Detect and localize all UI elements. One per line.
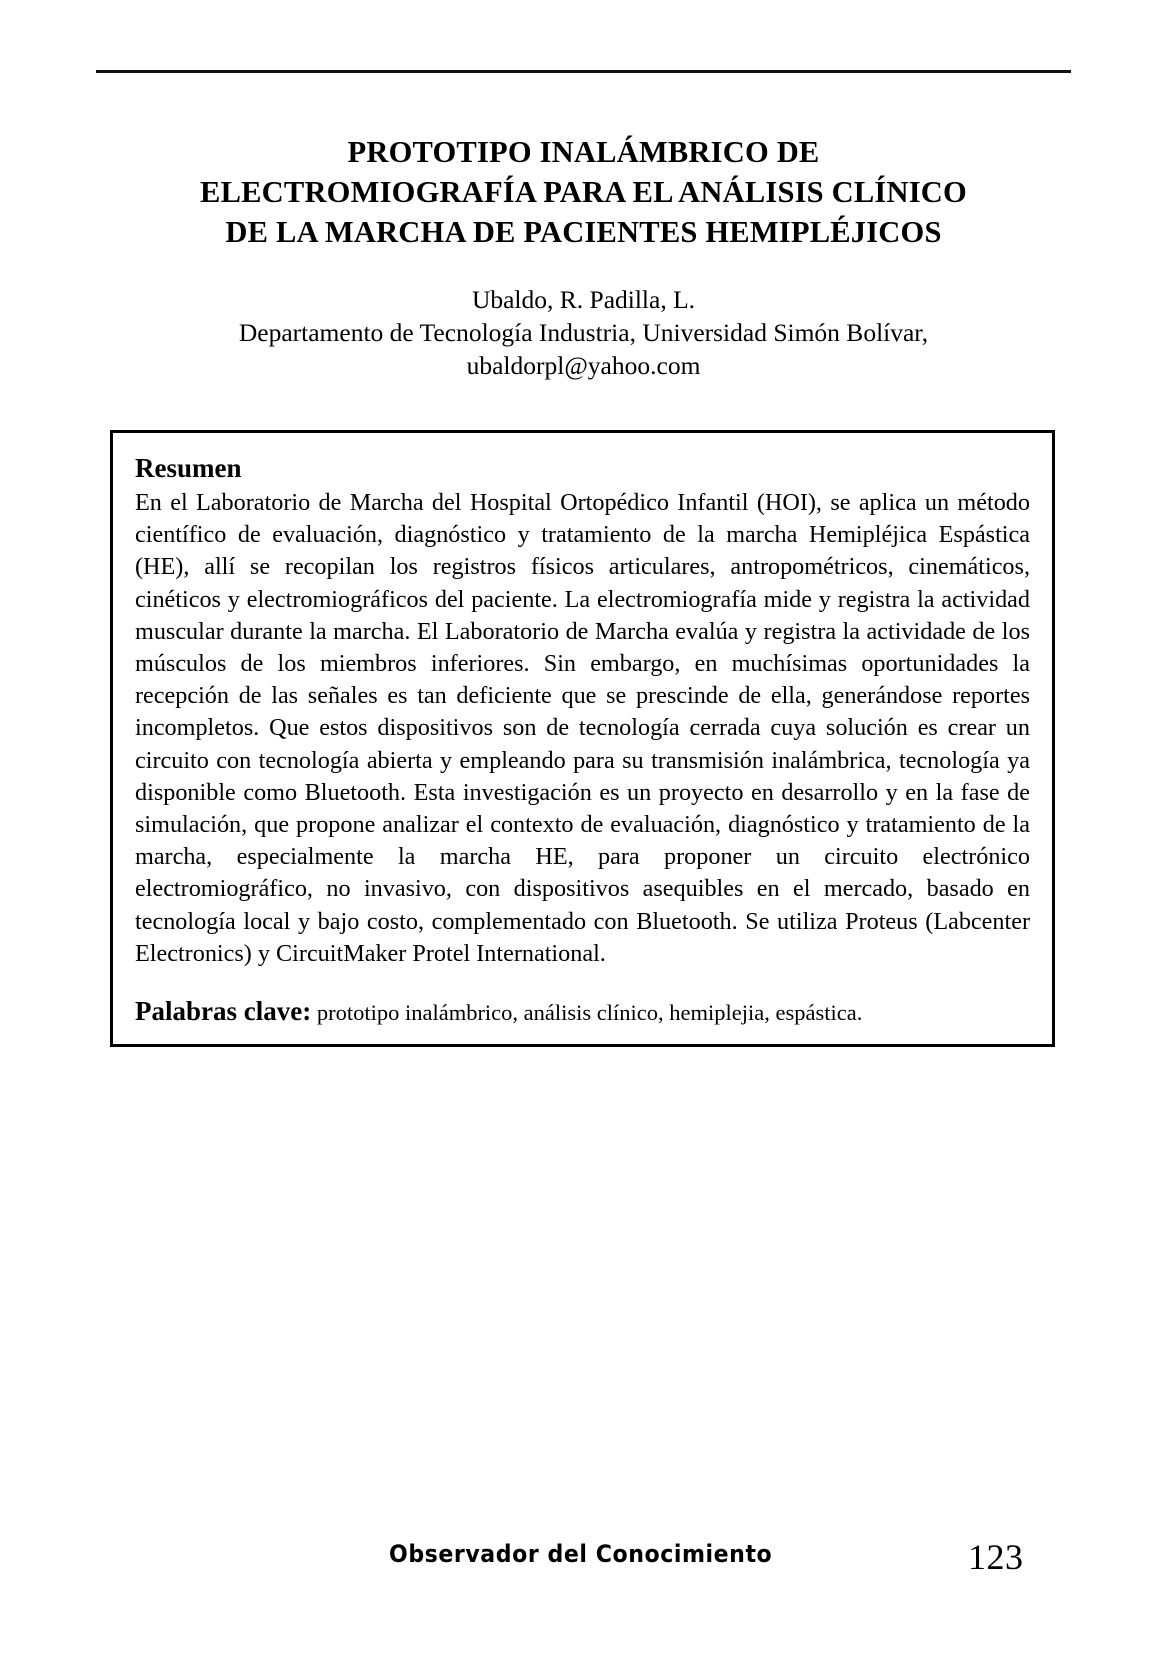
title-line-1: PROTOTIPO INALÁMBRICO DE: [347, 135, 820, 169]
affiliation: Departamento de Tecnología Industria, Universidad Simón Bolívar,: [238, 318, 929, 347]
author-email: ubaldorpl@yahoo.com: [466, 351, 701, 380]
author-affiliation-block: [96, 283, 1071, 382]
title-line-3: DE LA MARCHA DE PACIENTES HEMIPLÉJICOS: [225, 215, 942, 249]
keywords-value: prototipo inalámbrico, análisis clínico, hemiplejia, espástica.: [316, 1000, 863, 1026]
author-names: Ubaldo, R. Padilla, L.: [471, 285, 696, 314]
footer-page-number: 123: [968, 1537, 1024, 1577]
abstract-text: En el Laboratorio de Marcha del Hospital Ortopédico Infantil (HOI), se aplica un método científico de evaluación, diagnóstico y tratamiento de la marcha Hemipléjica Espástica (HE), allí se recopilan los registros físicos articulares, antropométricos, cinemáticos, cinéticos y electromiográficos del paciente. La electromiografía mide y registra la actividad muscular durante la marcha. El Laboratorio de Marcha evalúa y registra la actividade de los músculos de los miembros inferiores. Sin embargo, en muchísimas oportunidades la recepción de las señales es tan deficiente que se prescinde de ella, generándose reportes incompletos. Que estos dispositivos son de tecnología cerrada cuya solución es crear un circuito con tecnología abierta y empleando para su transmisión inalámbrica, tecnología ya disponible como Bluetooth. Esta investigación es un proyecto en desarrollo y en la fase de simulación, que propone analizar el contexto de evaluación, diagnóstico y tratamiento de la marcha, especialmente la marcha HE, para proponer un circuito electrónico electromiográfico, no invasivo, con dispositivos asequibles en el mercado, basado en tecnología local y bajo costo, complementado con Bluetooth. Se utiliza Proteus (Labcenter Electronics) y CircuitMaker Protel International.: [135, 489, 1030, 967]
title-line-2: ELECTROMIOGRAFÍA PARA EL ANÁLISIS CLÍNICO: [200, 175, 967, 209]
footer-journal-name: Observador del Conocimiento: [389, 1540, 773, 1568]
abstract-box: [110, 430, 1055, 1047]
abstract-heading: Resumen: [135, 453, 242, 483]
keywords-label: Palabras clave:: [135, 996, 312, 1027]
page-title: [96, 132, 1071, 252]
keywords-line: [135, 996, 1030, 1028]
header-rule: [96, 70, 1071, 73]
page-footer: [0, 1537, 1166, 1600]
